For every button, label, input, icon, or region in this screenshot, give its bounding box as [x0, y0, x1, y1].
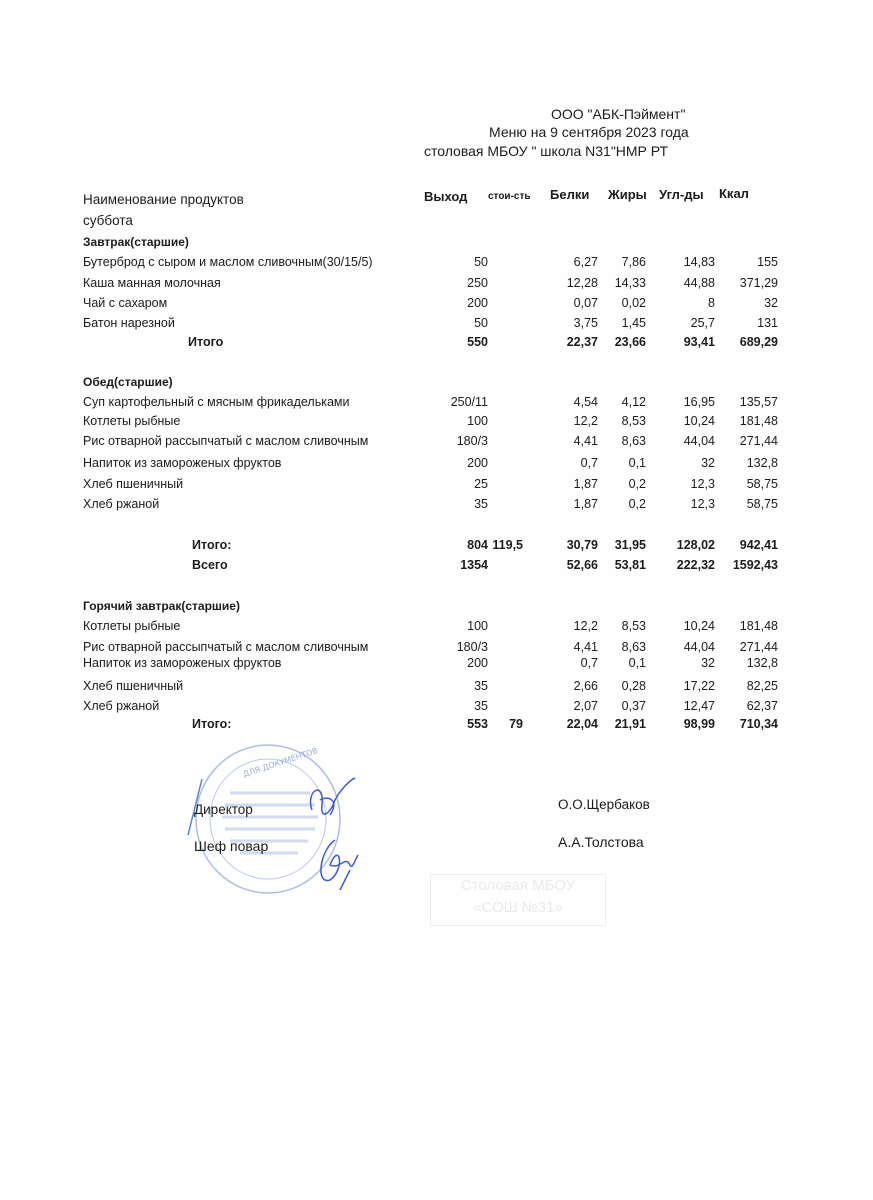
- cell-kcal: 58,75: [746, 497, 778, 511]
- cell-protein: 4,41: [573, 434, 598, 448]
- chef-label: Шеф повар: [194, 838, 269, 854]
- cell-kcal: 371,29: [739, 276, 778, 290]
- cell-protein: 1,87: [573, 477, 598, 491]
- director-name: О.О.Щербаков: [558, 797, 650, 812]
- cell-fat: 7,86: [621, 255, 646, 269]
- cell-protein: 4,41: [573, 640, 598, 654]
- cell-fat: 1,45: [621, 316, 646, 330]
- cell-kcal: 271,44: [739, 434, 778, 448]
- total-label: Всего: [192, 558, 228, 572]
- total-output: 804: [467, 538, 488, 552]
- total-cost: 119,5: [492, 538, 523, 552]
- cell-fat: 0,28: [621, 679, 646, 693]
- cell-output: 250/11: [450, 395, 488, 409]
- cell-carbs: 10,24: [683, 414, 715, 428]
- section-title: Обед(старшие): [83, 375, 173, 389]
- dish-name: Хлеб ржаной: [83, 699, 160, 713]
- total-label: Итого:: [192, 538, 232, 552]
- cell-carbs: 14,83: [683, 255, 715, 269]
- total-cost: 79: [509, 717, 523, 731]
- cell-protein: 3,75: [573, 316, 598, 330]
- total-kcal: 942,41: [739, 538, 778, 552]
- cell-kcal: 271,44: [739, 640, 778, 654]
- total-protein: 30,79: [566, 538, 598, 552]
- canteen-name: столовая МБОУ " школа N31"НМР РТ: [424, 143, 669, 159]
- total-kcal: 689,29: [739, 335, 778, 349]
- cell-carbs: 17,22: [683, 679, 715, 693]
- dish-name: Напиток из замороженых фруктов: [83, 656, 282, 670]
- total-label: Итого: [188, 335, 224, 349]
- cell-kcal: 132,8: [746, 456, 778, 470]
- total-label: Итого:: [192, 717, 232, 731]
- total-carbs: 98,99: [683, 717, 715, 731]
- cell-fat: 8,63: [621, 640, 646, 654]
- cell-kcal: 32: [764, 296, 778, 310]
- dish-name: Рис отварной рассыпчатый с маслом сливочным: [83, 434, 369, 448]
- cell-fat: 0,2: [628, 477, 646, 491]
- total-output: 1354: [460, 558, 488, 572]
- cell-protein: 0,7: [580, 456, 598, 470]
- cell-output: 100: [467, 414, 488, 428]
- chef-name: А.А.Толстова: [558, 834, 644, 850]
- total-fat: 23,66: [614, 335, 646, 349]
- cell-fat: 0,37: [621, 699, 646, 713]
- cell-carbs: 10,24: [683, 619, 715, 633]
- cell-kcal: 181,48: [739, 414, 778, 428]
- cell-output: 50: [474, 255, 488, 269]
- cell-protein: 4,54: [573, 395, 598, 409]
- total-protein: 52,66: [566, 558, 598, 572]
- cell-output: 250: [467, 276, 488, 290]
- total-fat: 31,95: [614, 538, 646, 552]
- cell-output: 100: [467, 619, 488, 633]
- cell-protein: 2,66: [573, 679, 598, 693]
- cell-protein: 12,2: [573, 414, 598, 428]
- dish-name: Суп картофельный с мясным фрикадельками: [83, 395, 350, 409]
- cell-output: 200: [467, 296, 488, 310]
- cell-output: 180/3: [456, 434, 488, 448]
- dish-name: Хлеб пшеничный: [83, 679, 184, 693]
- cell-kcal: 155: [757, 255, 778, 269]
- cell-carbs: 12,47: [683, 699, 715, 713]
- total-carbs: 93,41: [683, 335, 715, 349]
- column-header-protein: Белки: [550, 187, 590, 202]
- cell-fat: 8,53: [621, 414, 646, 428]
- cell-carbs: 12,3: [690, 477, 715, 491]
- cell-fat: 0,02: [621, 296, 646, 310]
- cell-protein: 0,07: [573, 296, 598, 310]
- cell-fat: 14,33: [614, 276, 646, 290]
- column-header-name: Наименование продуктов: [83, 192, 244, 207]
- dish-name: Хлеб пшеничный: [83, 477, 184, 491]
- column-header-fat: Жиры: [608, 187, 647, 202]
- column-header-carbs: Угл-ды: [659, 187, 704, 202]
- cell-carbs: 44,88: [683, 276, 715, 290]
- cell-fat: 8,53: [621, 619, 646, 633]
- dish-name: Рис отварной рассыпчатый с маслом сливочным: [83, 640, 369, 654]
- cell-carbs: 44,04: [683, 640, 715, 654]
- cell-output: 200: [467, 656, 488, 670]
- svg-text:ДЛЯ ДОКУМЕНТОВ: ДЛЯ ДОКУМЕНТОВ: [241, 746, 319, 779]
- section-title: Завтрак(старшие): [83, 235, 189, 249]
- section-title: Горячий завтрак(старшие): [83, 599, 240, 613]
- cell-protein: 1,87: [573, 497, 598, 511]
- total-kcal: 710,34: [739, 717, 778, 731]
- cell-fat: 8,63: [621, 434, 646, 448]
- column-header-kcal: Ккал: [719, 186, 749, 201]
- cell-carbs: 25,7: [690, 316, 715, 330]
- cell-output: 35: [474, 679, 488, 693]
- cell-output: 180/3: [456, 640, 488, 654]
- cell-kcal: 82,25: [746, 679, 778, 693]
- cell-kcal: 62,37: [746, 699, 778, 713]
- cell-kcal: 58,75: [746, 477, 778, 491]
- total-output: 553: [467, 717, 488, 731]
- cell-kcal: 135,57: [739, 395, 778, 409]
- cell-kcal: 131: [757, 316, 778, 330]
- menu-date: Меню на 9 сентября 2023 года: [489, 124, 689, 140]
- cell-protein: 12,2: [573, 619, 598, 633]
- cell-fat: 0,1: [628, 456, 646, 470]
- cell-protein: 0,7: [580, 656, 598, 670]
- cell-carbs: 16,95: [683, 395, 715, 409]
- cell-carbs: 32: [701, 456, 715, 470]
- cell-fat: 4,12: [621, 395, 646, 409]
- dish-name: Чай с сахаром: [83, 296, 168, 310]
- cell-protein: 12,28: [566, 276, 598, 290]
- dish-name: Котлеты рыбные: [83, 619, 181, 633]
- cell-fat: 0,2: [628, 497, 646, 511]
- cell-carbs: 8: [708, 296, 715, 310]
- dish-name: Котлеты рыбные: [83, 414, 181, 428]
- company-name: ООО "АБК-Пэймент": [551, 106, 686, 122]
- total-output: 550: [467, 335, 488, 349]
- rect-stamp: Столовая МБОУ «СОШ №31»: [430, 874, 606, 926]
- total-fat: 53,81: [614, 558, 646, 572]
- total-carbs: 222,32: [676, 558, 715, 572]
- cell-protein: 6,27: [573, 255, 598, 269]
- day-label: суббота: [83, 213, 133, 228]
- cell-carbs: 44,04: [683, 434, 715, 448]
- signature-marks: [300, 770, 360, 890]
- dish-name: Каша манная молочная: [83, 276, 221, 290]
- cell-output: 200: [467, 456, 488, 470]
- cell-carbs: 12,3: [690, 497, 715, 511]
- column-header-cost: стои-сть: [488, 191, 531, 202]
- total-carbs: 128,02: [676, 538, 715, 552]
- cell-protein: 2,07: [573, 699, 598, 713]
- cell-output: 35: [474, 497, 488, 511]
- total-protein: 22,37: [566, 335, 598, 349]
- cell-carbs: 32: [701, 656, 715, 670]
- cell-kcal: 181,48: [739, 619, 778, 633]
- cell-output: 50: [474, 316, 488, 330]
- dish-name: Батон нарезной: [83, 316, 175, 330]
- total-protein: 22,04: [566, 717, 598, 731]
- cell-output: 25: [474, 477, 488, 491]
- cell-kcal: 132,8: [746, 656, 778, 670]
- total-fat: 21,91: [614, 717, 646, 731]
- dish-name: Напиток из замороженых фруктов: [83, 456, 282, 470]
- dish-name: Бутерброд с сыром и маслом сливочным(30/15/5): [83, 255, 373, 269]
- cell-output: 35: [474, 699, 488, 713]
- cell-fat: 0,1: [628, 656, 646, 670]
- column-header-output: Выход: [424, 189, 468, 204]
- director-label: Директор: [194, 802, 253, 817]
- total-kcal: 1592,43: [732, 558, 778, 572]
- dish-name: Хлеб ржаной: [83, 497, 160, 511]
